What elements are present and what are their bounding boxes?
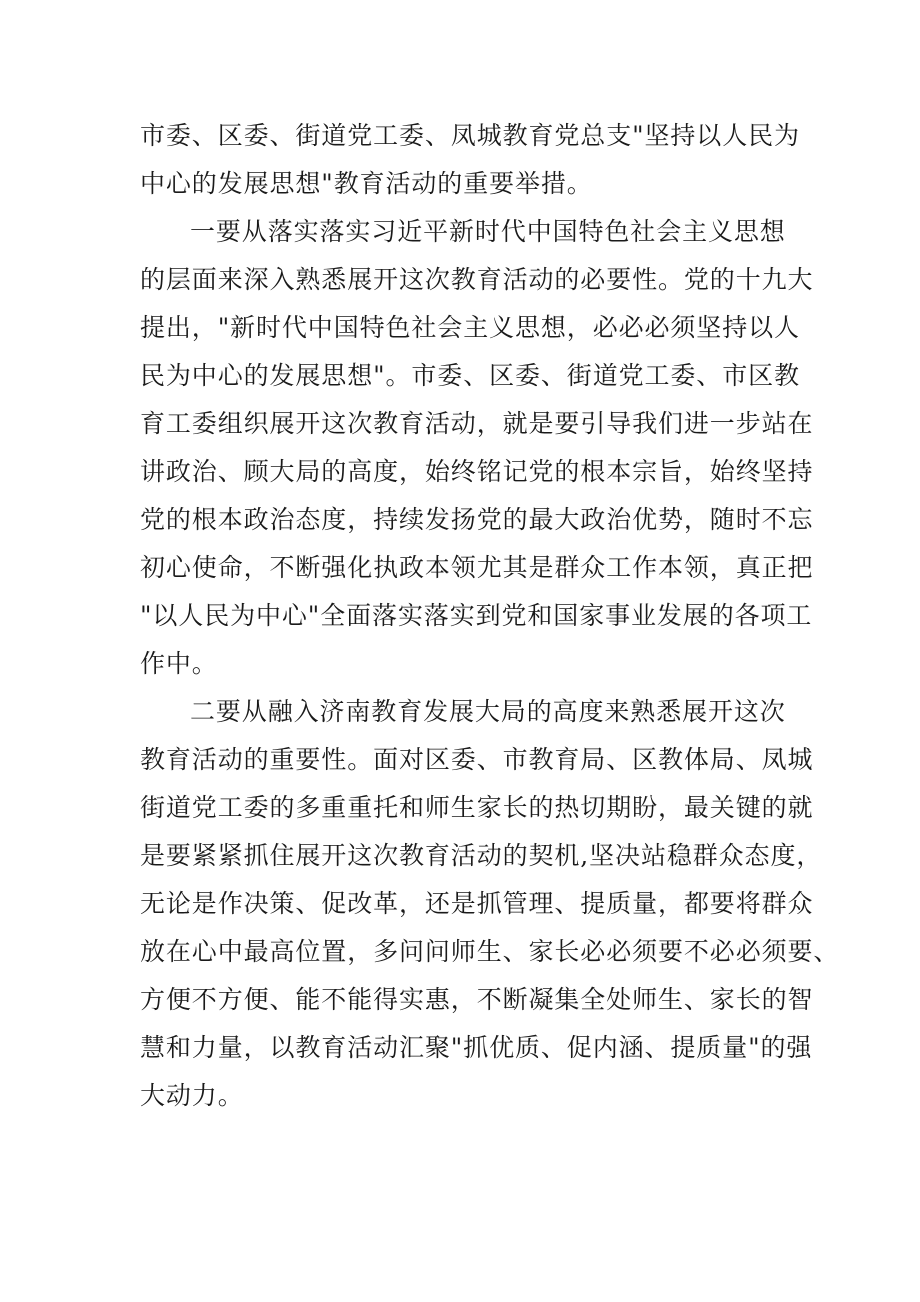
text-line: 大动力。 [140,1081,244,1110]
text-line: 提出，"新时代中国特色社会主义思想，必必必须坚持以人 [140,313,800,342]
paragraph-2 [140,208,814,688]
text-line: 民为中心的发展思想"。市委、区委、街道党工委、市区教 [140,361,800,390]
text-line: "以人民为中心"全面落实落实到党和国家事业发展的各项工 [140,601,813,630]
text-line: 放在心中最高位置，多问问师生、家长必必须要不必必须要、 [140,937,840,966]
paragraph-3 [140,688,840,1120]
text-line: 市委、区委、街道党工委、凤城教育党总支"坚持以人民为 [140,121,800,150]
text-line: 教育活动的重要性。面对区委、市教育局、区教体局、凤城 [140,745,814,774]
text-line: 初心使命，不断强化执政本领尤其是群众工作本领，真正把 [140,553,814,582]
text-line: 一要从落实落实习近平新时代中国特色社会主义思想 [190,217,786,246]
text-line: 街道党工委的多重重托和师生家长的热切期盼，最关键的就 [140,793,814,822]
text-line: 无论是作决策、促改革，还是抓管理、提质量，都要将群众 [140,889,814,918]
paragraph-1 [140,112,800,208]
text-line: 中心的发展思想"教育活动的重要举措。 [140,169,593,198]
text-line: 讲政治、顾大局的高度，始终铭记党的根本宗旨，始终坚持 [140,457,814,486]
text-line: 的层面来深入熟悉展开这次教育活动的必要性。党的十九大 [140,265,814,294]
document-body [140,112,840,1120]
text-line: 方便不方便、能不能得实惠，不断凝集全处师生、家长的智 [140,985,814,1014]
text-line: 党的根本政治态度，持续发扬党的最大政治优势，随时不忘 [140,505,814,534]
text-line: 作中。 [140,649,218,678]
text-line: 是要紧紧抓住展开这次教育活动的契机,坚决站稳群众态度， [140,841,823,870]
text-line: 二要从融入济南教育发展大局的高度来熟悉展开这次 [190,697,786,726]
text-line: 育工委组织展开这次教育活动，就是要引导我们进一步站在 [140,409,814,438]
text-line: 慧和力量，以教育活动汇聚"抓优质、促内涵、提质量"的强 [140,1033,813,1062]
